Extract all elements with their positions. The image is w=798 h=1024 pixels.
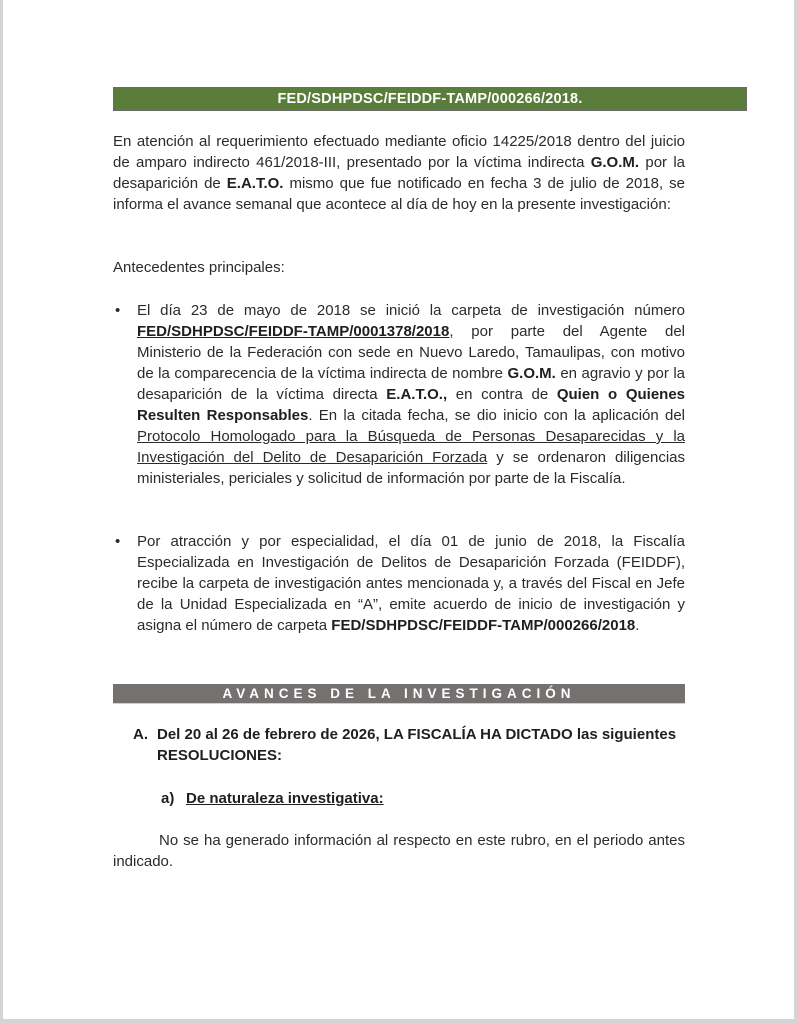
protocol-name: Protocolo Homologado para la Búsqueda de Personas Desaparecidas y la Investigación del Delito de Desaparición Forzada: [137, 428, 685, 466]
direct-victim-initials: E.A.T.O.,: [386, 386, 448, 403]
list-item: [113, 531, 685, 636]
case-number: FED/SDHPDSC/FEIDDF-TAMP/000266/2018: [277, 91, 579, 107]
bullet-text: en contra de: [447, 386, 557, 403]
intro-text: por la desaparición de: [113, 154, 685, 192]
intro-text: En atención al requerimiento efectuado mediante oficio 14225/2018 dentro del juicio de amparo indirecto 461/2018-III, presentado por la víctima indirecta: [113, 133, 685, 171]
no-info-paragraph: No se ha generado información al respecto en este rubro, en el periodo antes indicado.: [113, 832, 685, 870]
direct-victim-initials: E.A.T.O.: [226, 175, 284, 192]
case-number-suffix: .: [578, 91, 583, 107]
bullet-text: Por atracción y por especialidad, el día 01 de junio de 2018, la Fiscalía Especializada en Investigación de Delitos de Desaparición Forzada (FEIDDF), recibe la carpeta de investigación antes mencionada y, a través del Fiscal en Jefe de la Unidad Especializada en “A”, emite acuerdo de inicio de investigación y asigna el número de carpeta: [137, 533, 685, 634]
original-case-number: FED/SDHPDSC/FEIDDF-TAMP/0001378/2018: [137, 323, 450, 340]
indirect-victim-initials: G.O.M.: [590, 154, 640, 171]
bullet-text: El día 23 de mayo de 2018 se inició la carpeta de investigación número: [137, 302, 685, 319]
item-marker: A.: [133, 726, 148, 743]
antecedentes-label: Antecedentes principales:: [113, 259, 285, 276]
investigative-label: De naturaleza investigativa:: [186, 790, 384, 807]
assigned-case-number: FED/SDHPDSC/FEIDDF-TAMP/000266/2018: [331, 617, 636, 634]
indirect-victim-initials: G.O.M.: [507, 365, 556, 382]
bullet-text: en agravio y por la desaparición de la víctima directa: [137, 365, 685, 403]
resolutions-item: [133, 724, 685, 766]
bullet-text: .: [635, 617, 640, 634]
intro-paragraph: [113, 131, 685, 215]
bullet-list-1: [113, 300, 685, 489]
bullet-text: , por parte del Agente del Ministerio de la Federación con sede en Nuevo Laredo, Tamaulipas, con motivo de la comparecencia de la víctima indirecta de nombre: [137, 323, 685, 382]
bullet-list-2: [113, 531, 685, 636]
bullet-text: . En la citada fecha, se dio inicio con la aplicación del: [308, 407, 685, 424]
intro-text: mismo que fue notificado en fecha 3 de julio de 2018, se informa el avance semanal que acontece al día de hoy en la presente investigación:: [113, 175, 685, 213]
case-number-header: [113, 87, 747, 111]
resolutions-heading: Del 20 al 26 de febrero de 2026, LA FISCALÍA HA DICTADO las siguientes RESOLUCIONES:: [157, 726, 677, 764]
bullet-text: y se ordenaron diligencias ministeriales, periciales y solicitud de información por parte de la Fiscalía.: [137, 449, 685, 487]
list-item: [113, 300, 685, 489]
responsible-parties: Quien o Quienes Resulten Responsables: [137, 386, 686, 424]
document-page: [3, 0, 794, 1019]
section-header-avances: AVANCES DE LA INVESTIGACIÓN: [113, 684, 685, 704]
bullet-icon: •: [115, 533, 121, 550]
bullet-icon: •: [115, 302, 121, 319]
subitem-marker: a): [161, 790, 175, 807]
investigative-subitem: [161, 788, 384, 809]
